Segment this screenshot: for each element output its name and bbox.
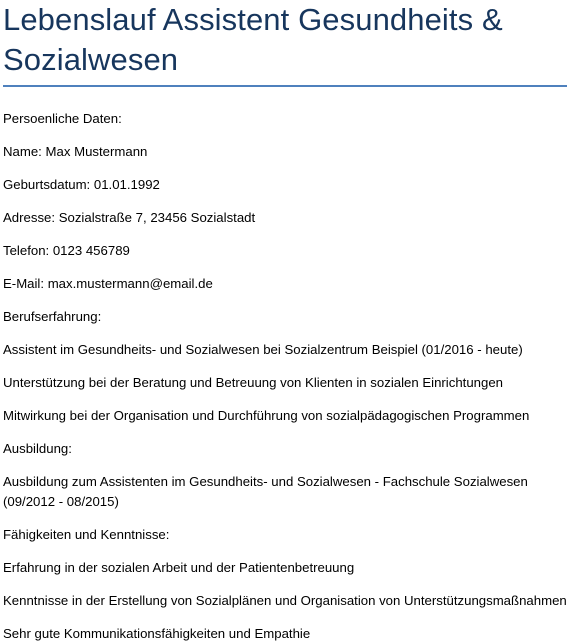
personal-phone: Telefon: 0123 456789 (3, 243, 130, 258)
personal-birthdate: Geburtsdatum: 01.01.1992 (3, 177, 160, 192)
section-heading-experience: Berufserfahrung: (3, 309, 102, 324)
section-heading-skills: Fähigkeiten und Kenntnisse: (3, 527, 170, 542)
section-heading-personal: Persoenliche Daten: (3, 111, 122, 126)
experience-item: Mitwirkung bei der Organisation und Durchführung von sozialpädagogischen Programmen (3, 408, 530, 423)
skills-item: Kenntnisse in der Erstellung von Sozialplänen und Organisation von Unterstützungsmaßnahmen (3, 593, 567, 608)
personal-name: Name: Max Mustermann (3, 144, 148, 159)
skills-item: Erfahrung in der sozialen Arbeit und der Patientenbetreuung (3, 560, 355, 575)
personal-email: E-Mail: max.mustermann@email.de (3, 276, 213, 291)
document-title: Lebenslauf Assistent Gesundheits & Sozialwesen (3, 2, 503, 77)
title-underline (3, 85, 567, 87)
document-body (3, 109, 567, 644)
education-item: Ausbildung zum Assistenten im Gesundheits- und Sozialwesen - Fachschule Sozialwesen (09/2012 - 08/2015) (3, 474, 528, 509)
experience-item: Assistent im Gesundheits- und Sozialwesen bei Sozialzentrum Beispiel (01/2016 - heute) (3, 342, 523, 357)
skills-item: Sehr gute Kommunikationsfähigkeiten und Empathie (3, 626, 311, 641)
experience-item: Unterstützung bei der Beratung und Betreuung von Klienten in sozialen Einrichtungen (3, 375, 503, 390)
personal-address: Adresse: Sozialstraße 7, 23456 Sozialstadt (3, 210, 256, 225)
section-heading-education: Ausbildung: (3, 441, 72, 456)
